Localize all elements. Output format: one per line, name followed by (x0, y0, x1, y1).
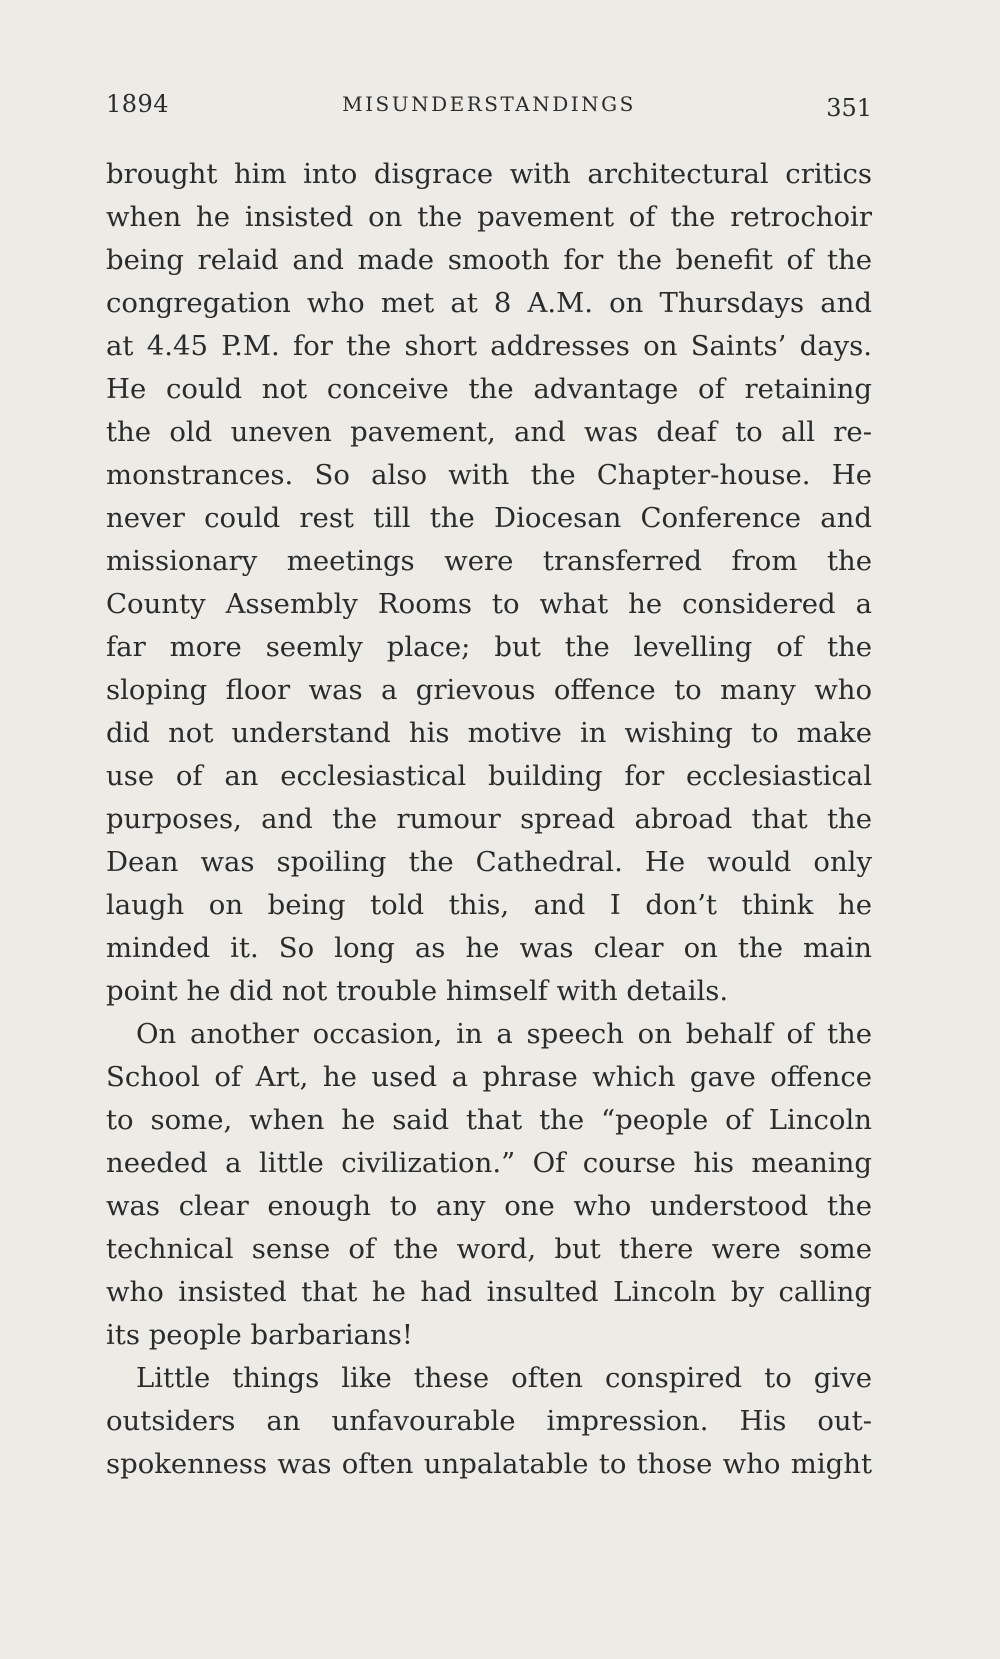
text-line: County Assembly Rooms to what he considered a (106, 588, 872, 620)
text-line: technical sense of the word, but there were some (106, 1233, 872, 1265)
text-line: did not understand his motive in wishing to make (106, 717, 872, 749)
text-line: needed a little civilization.” Of course his meaning (106, 1147, 872, 1179)
text-line: laugh on being told this, and I don’t think he (106, 889, 872, 921)
running-head-year: 1894 (106, 90, 170, 118)
text-line: use of an ecclesiastical building for ecclesiastical (106, 760, 872, 792)
text-line: monstrances. So also with the Chapter-house. He (106, 459, 872, 491)
text-line: was clear enough to any one who understood the (106, 1190, 872, 1222)
text-line: School of Art, he used a phrase which gave offence (106, 1061, 872, 1093)
text-line: purposes, and the rumour spread abroad that the (106, 803, 872, 835)
text-line: minded it. So long as he was clear on the main (106, 932, 872, 964)
text-line: who insisted that he had insulted Lincoln by calling (106, 1276, 872, 1308)
text-line: far more seemly place; but the levelling of the (106, 631, 872, 663)
text-line: On another occasion, in a speech on behalf of the (136, 1018, 872, 1050)
text-line: missionary meetings were transferred from the (106, 545, 872, 577)
running-head (106, 90, 872, 130)
text-line: Little things like these often conspired to give (136, 1362, 872, 1394)
text-line: sloping floor was a grievous offence to many who (106, 674, 872, 706)
text-line: its people barbarians! (106, 1319, 413, 1351)
text-line: outsiders an unfavourable impression. His out- (106, 1405, 872, 1437)
text-line: never could rest till the Diocesan Conference and (106, 502, 872, 534)
text-line: spokenness was often unpalatable to those who might (106, 1448, 872, 1480)
text-line: congregation who met at 8 A.M. on Thursdays and (106, 287, 872, 319)
text-line: Dean was spoiling the Cathedral. He would only (106, 846, 872, 878)
text-line: at 4.45 P.M. for the short addresses on Saints’ days. (106, 330, 872, 362)
page-number: 351 (826, 94, 872, 122)
text-line: being relaid and made smooth for the benefit of the (106, 244, 872, 276)
running-head-title: MISUNDERSTANDINGS (342, 92, 636, 116)
text-line: to some, when he said that the “people of Lincoln (106, 1104, 872, 1136)
text-line: brought him into disgrace with architectural critics (106, 158, 872, 190)
text-line: the old uneven pavement, and was deaf to all re- (106, 416, 872, 448)
text-line: point he did not trouble himself with details. (106, 975, 729, 1007)
text-line: when he insisted on the pavement of the retrochoir (106, 201, 872, 233)
text-line: He could not conceive the advantage of retaining (106, 373, 872, 405)
body-text (106, 153, 872, 1486)
